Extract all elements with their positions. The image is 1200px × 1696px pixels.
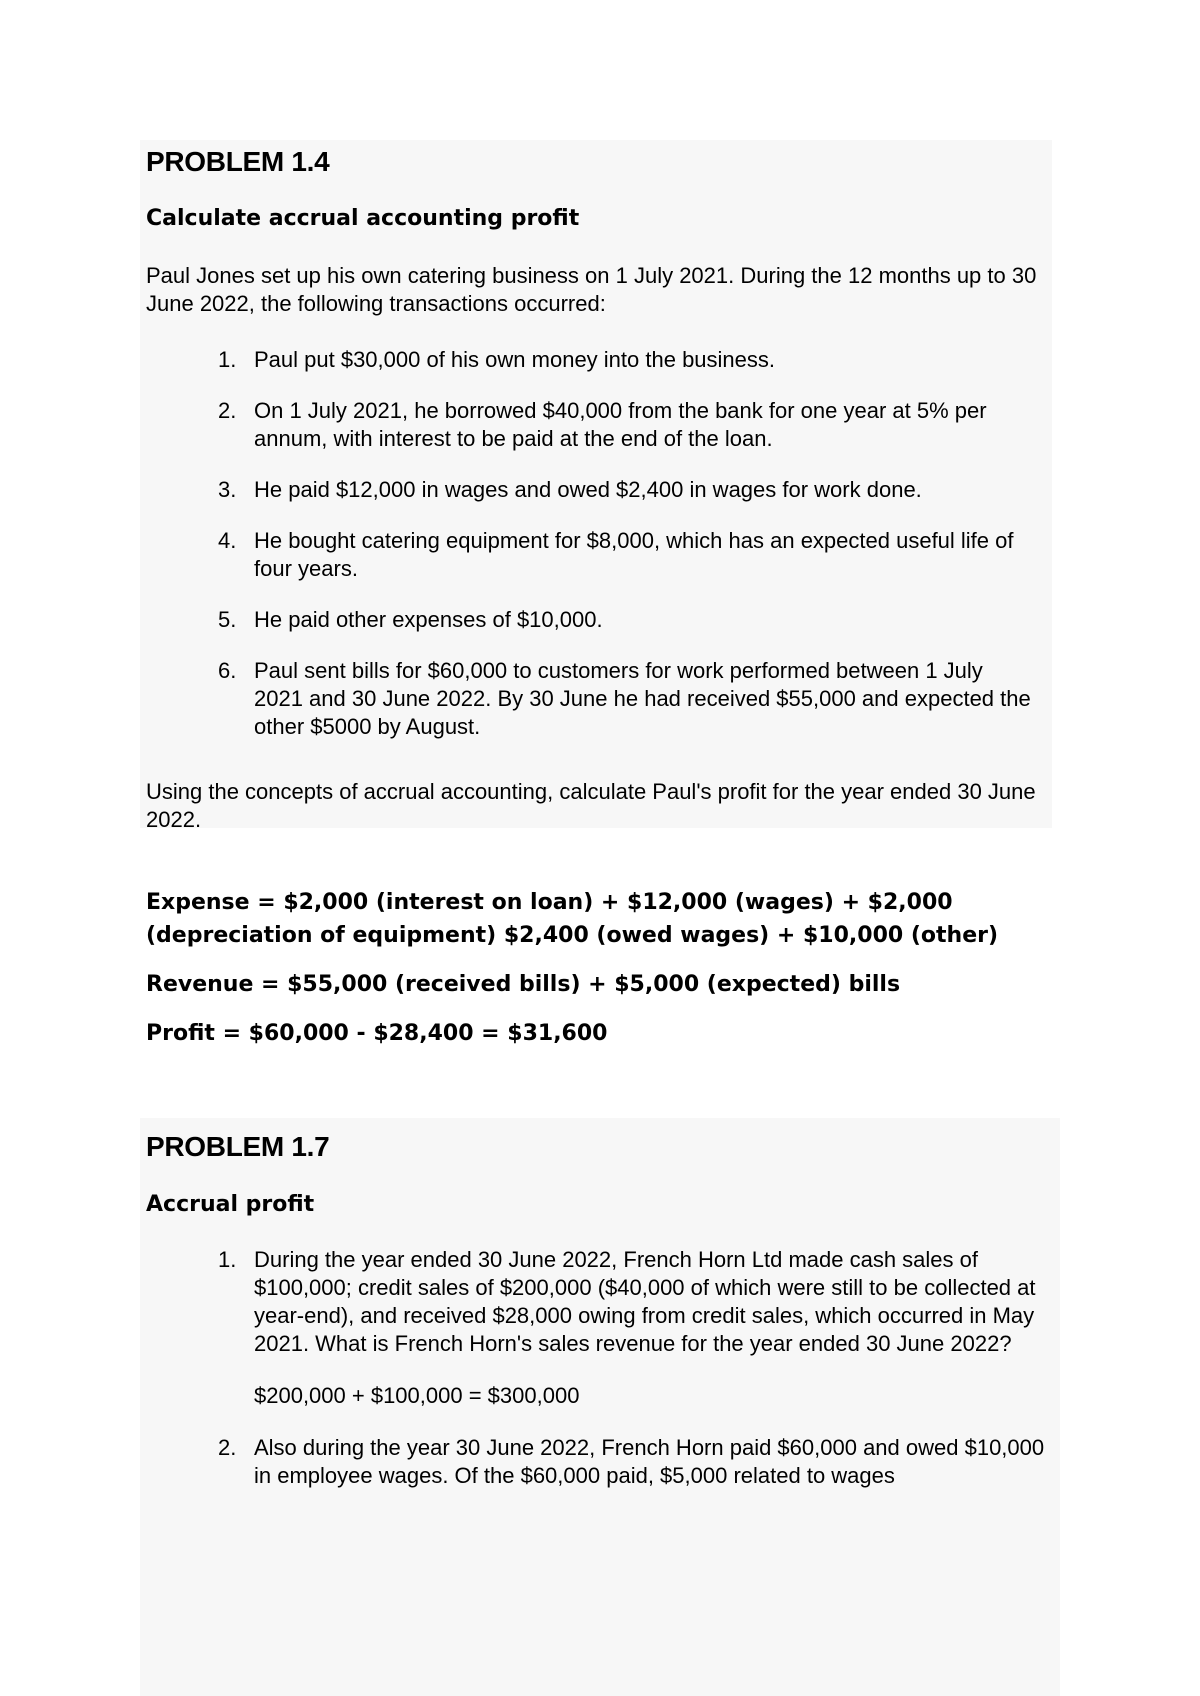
problem-1-4-question: Using the concepts of accrual accounting, calculate Paul's profit for the year ended 30 June 2022. (146, 779, 1036, 832)
answer-revenue: Revenue = $55,000 (received bills) + $5,000 (expected) bills (146, 972, 901, 997)
list-item-number: 5. (218, 607, 237, 632)
list-item-text: On 1 July 2021, he borrowed $40,000 from the bank for one year at 5% per annum, with interest to be paid at the end of the loan. (254, 398, 987, 451)
list-item-text: Paul sent bills for $60,000 to customers for work performed between 1 July 2021 and 30 June 2022. By 30 June he had received $55,000 and expected the other $5000 by August. (254, 658, 1031, 739)
list-item-number: 2. (218, 398, 237, 423)
problem-1-4-intro: Paul Jones set up his own catering business on 1 July 2021. During the 12 months up to 30 June 2022, the following transactions occurred: (146, 263, 1037, 316)
list-item (146, 346, 1036, 374)
list-item-text: During the year ended 30 June 2022, French Horn Ltd made cash sales of $100,000; credit sales of $200,000 ($40,000 of which were still to be collected at year-end), and received $28,000 owing from credit sales, which occurred in May 2021. What is French Horn's sales revenue for the year ended 30 June 2022? (254, 1247, 1036, 1356)
problem-1-7-question-list (146, 1246, 1066, 1490)
problem-1-7-title: PROBLEM 1.7 (146, 1131, 330, 1162)
list-item-text: Also during the year 30 June 2022, French Horn paid $60,000 and owed $10,000 in employee wages. Of the $60,000 paid, $5,000 related to wages (254, 1435, 1045, 1488)
list-item-number: 1. (218, 1247, 237, 1272)
list-item-text: He paid $12,000 in wages and owed $2,400 in wages for work done. (254, 477, 922, 502)
problem-1-4-title: PROBLEM 1.4 (146, 146, 330, 177)
answer-expense: Expense = $2,000 (interest on loan) + $12,000 (wages) + $2,000 (depreciation of equipment) $2,400 (owed wages) + $10,000 (other) (146, 890, 999, 948)
list-item-answer: $200,000 + $100,000 = $300,000 (254, 1383, 580, 1408)
list-item (146, 397, 1036, 453)
list-item (146, 657, 1036, 741)
answer-profit: Profit = $60,000 - $28,400 = $31,600 (146, 1021, 608, 1046)
list-item-number: 3. (218, 477, 237, 502)
list-item-number: 1. (218, 347, 237, 372)
list-item (146, 606, 1036, 634)
problem-1-7-subtitle: Accrual profit (146, 1192, 315, 1217)
list-item-number: 4. (218, 528, 237, 553)
list-item (146, 1246, 1066, 1410)
problem-1-4-subtitle: Calculate accrual accounting profit (146, 206, 580, 231)
list-item-number: 6. (218, 658, 237, 683)
list-item (146, 476, 1036, 504)
list-item-number: 2. (218, 1435, 237, 1460)
problem-1-4-transaction-list (146, 346, 1036, 741)
list-item (146, 527, 1036, 583)
list-item-text: He bought catering equipment for $8,000, which has an expected useful life of four years. (254, 528, 1014, 581)
list-item (146, 1434, 1066, 1490)
list-item-text: Paul put $30,000 of his own money into the business. (254, 347, 776, 372)
list-item-text: He paid other expenses of $10,000. (254, 607, 603, 632)
